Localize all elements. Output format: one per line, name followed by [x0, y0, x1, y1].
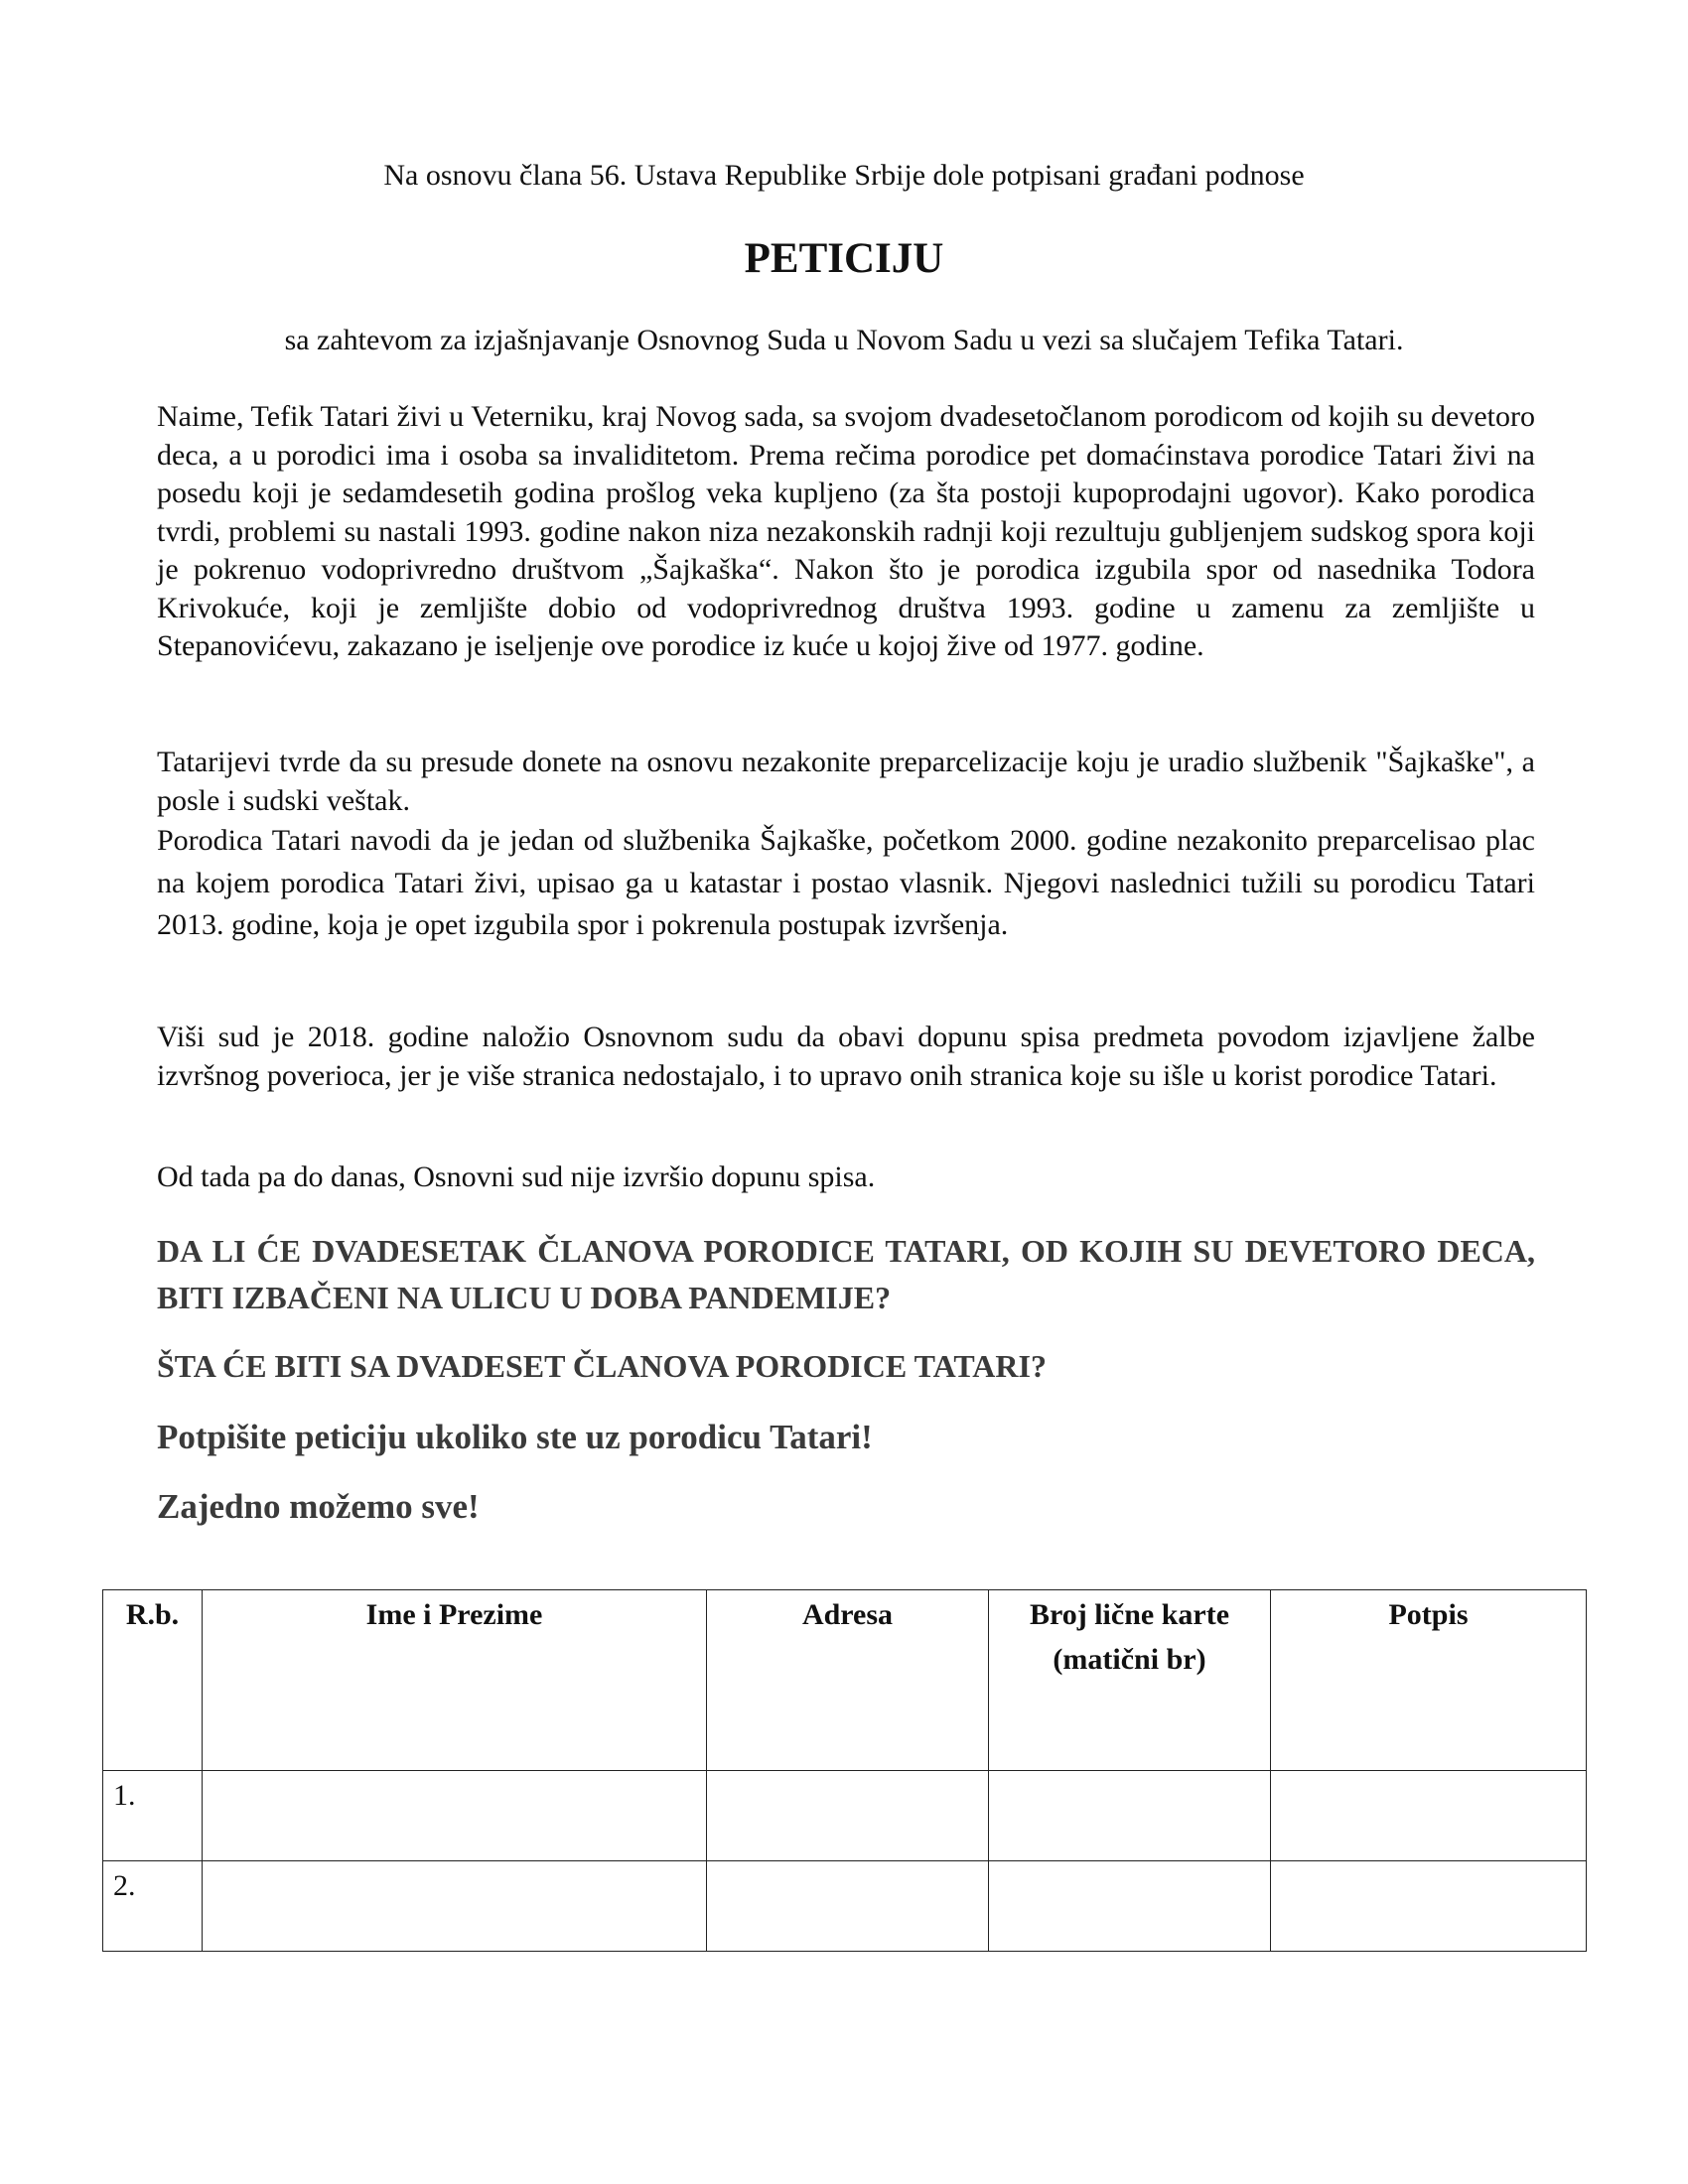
- header-id-card-line1: Broj lične karte: [1029, 1598, 1230, 1631]
- signature-cell: [1271, 1771, 1587, 1861]
- document-subtitle: sa zahtevom za izjašnjavanje Osnovnog Suda u Novom Sadu u vezi sa slučajem Tefika Tatari.: [284, 324, 1404, 356]
- signature-table: [102, 1589, 1587, 1952]
- signature-cell: [1271, 1861, 1587, 1952]
- table-row: [103, 1861, 1587, 1952]
- question-heading-family: ŠTA ĆE BITI SA DVADESET ČLANOVA PORODICE TATARI?: [157, 1348, 1047, 1384]
- header-rb: R.b.: [103, 1590, 203, 1771]
- row-number-cell: 1.: [103, 1771, 203, 1861]
- address-cell: [707, 1861, 989, 1952]
- address-cell: [707, 1771, 989, 1861]
- signature-table-header-row: [103, 1590, 1587, 1771]
- id-card-cell: [989, 1861, 1271, 1952]
- row-number-cell: 2.: [103, 1861, 203, 1952]
- paragraph-status: Od tada pa do danas, Osnovni sud nije izvršio dopunu spisa.: [157, 1160, 876, 1193]
- paragraph-background: Naime, Tefik Tatari živi u Veterniku, kraj Novog sada, sa svojom dvadesetočlanom porodicom od kojih su devetoro deca, a u porodici ima i osoba sa invaliditetom. Prema rečima porodice pet domaćinstava porodice Tatari živi na posedu koji je sedamdesetih godina prošlog veka kupljeno (za šta postoji kupoprodajni ugovor). Kako porodica tvrdi, problemi su nastali 1993. godine nakon niza nezakonskih radnji koji rezultuju gubljenjem sudskog spora koji je pokrenuo vodoprivredno društvom „Šajkaška“. Nakon što je porodica izgubila spor od nasednika Todora Krivokuće, koji je zemljište dobio od vodoprivrednog društva 1993. godine u zamenu za zemljište u Stepanovićevu, zakazano je iseljenje ove porodice iz kuće u kojoj žive od 1977. godine.: [157, 400, 1535, 662]
- question-heading-eviction: DA LI ĆE DVADESETAK ČLANOVA PORODICE TATARI, OD KOJIH SU DEVETORO DECA, BITI IZBAČENI NA ULICU U DOBA PANDEMIJE?: [157, 1233, 1535, 1315]
- document-title: PETICIJU: [744, 235, 944, 282]
- intro-line: Na osnovu člana 56. Ustava Republike Srbije dole potpisani građani podnose: [383, 159, 1305, 192]
- id-card-cell: [989, 1771, 1271, 1861]
- paragraph-higher-court: Viši sud je 2018. godine naložio Osnovnom sudu da obavi dopunu spisa predmeta povodom izjavljene žalbe izvršnog poverioca, jer je više stranica nedostajalo, i to upravo onih stranica koje su išle u korist porodice Tatari.: [157, 1021, 1535, 1092]
- table-row: [103, 1771, 1587, 1861]
- header-address: Adresa: [707, 1590, 989, 1771]
- header-id-card: [989, 1590, 1271, 1771]
- header-signature: Potpis: [1271, 1590, 1587, 1771]
- header-name: Ime i Prezime: [203, 1590, 707, 1771]
- slogan: Zajedno možemo sve!: [157, 1487, 480, 1526]
- name-cell: [203, 1861, 707, 1952]
- paragraph-claims: Tatarijevi tvrde da su presude donete na osnovu nezakonite preparcelizacije koju je uradio službenik "Šajkaške", a posle i sudski veštak.: [157, 746, 1535, 817]
- name-cell: [203, 1771, 707, 1861]
- paragraph-preparcelization: Porodica Tatari navodi da je jedan od službenika Šajkaške, početkom 2000. godine nezakonito preparcelisao plac na kojem porodica Tatari živi, upisao ga u katastar i postao vlasnik. Njegovi naslednici tužili su porodicu Tatari 2013. godine, koja je opet izgubila spor i pokrenula postupak izvršenja.: [157, 824, 1535, 941]
- call-to-action: Potpišite peticiju ukoliko ste uz porodicu Tatari!: [157, 1418, 873, 1456]
- header-id-card-line2: (matični br): [1053, 1643, 1206, 1676]
